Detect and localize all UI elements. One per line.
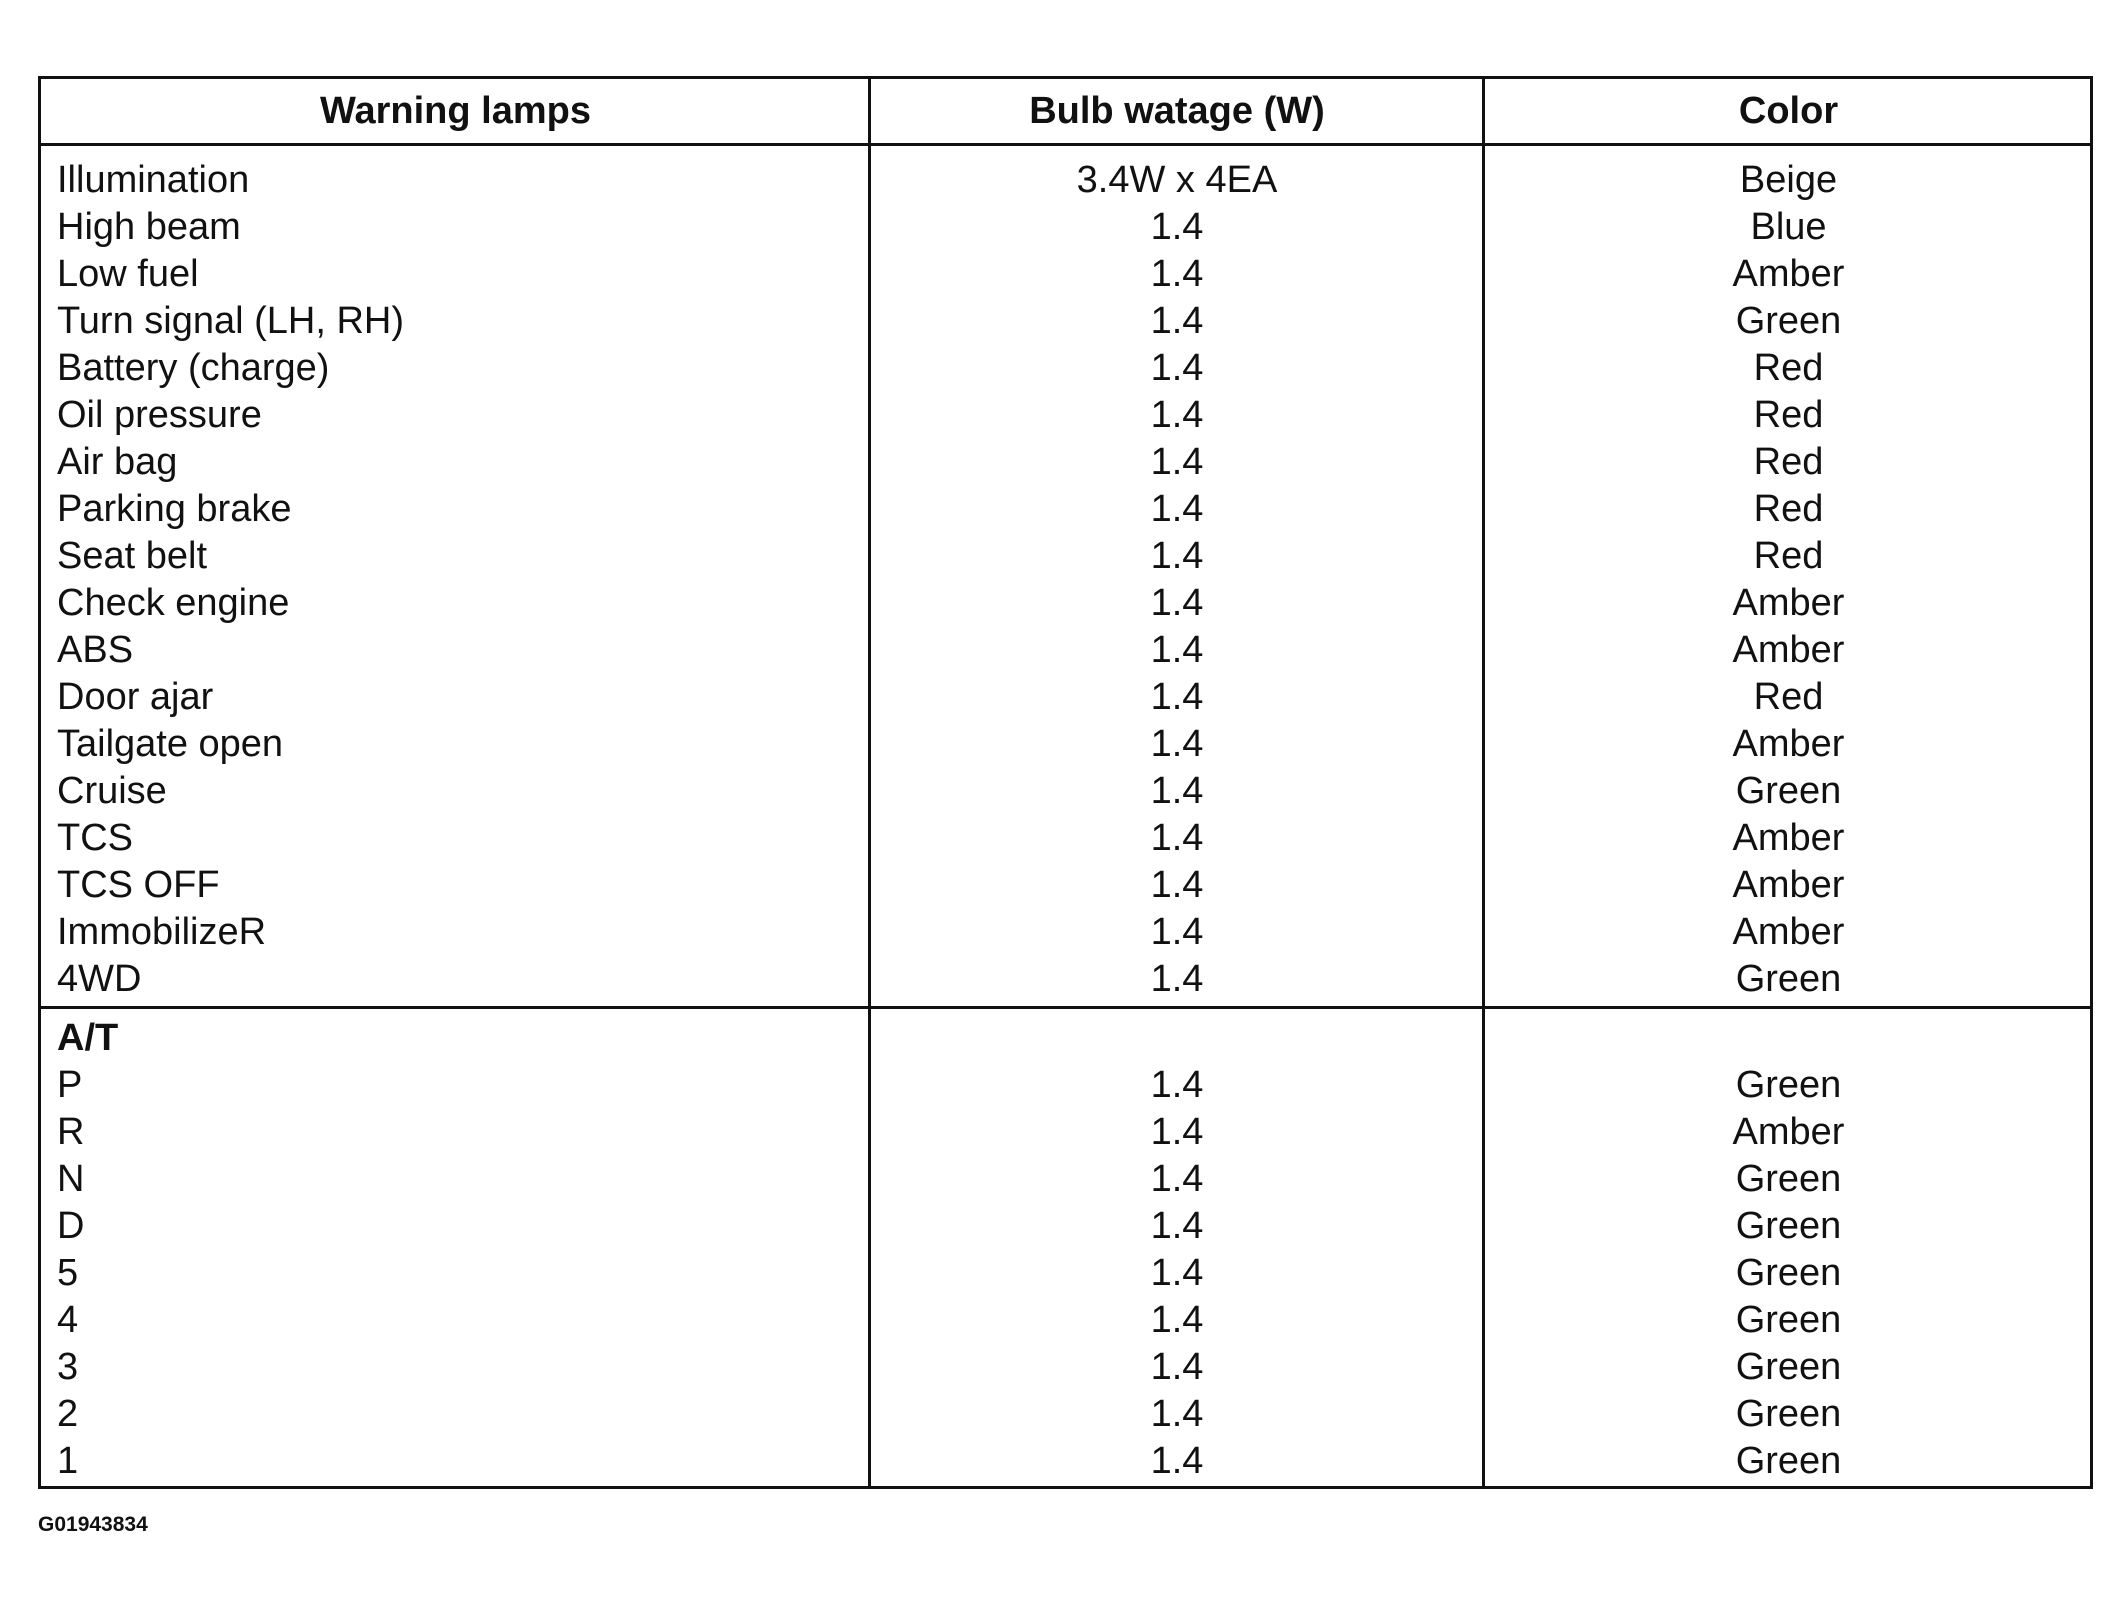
row-wattage: 3.4W x 4EA [1076,159,1278,201]
row-lamp-name: R [57,1111,85,1153]
row-wattage: 1.4 [1150,1299,1204,1341]
row-color: Green [1735,1064,1842,1106]
row-wattage: 1.4 [1150,441,1204,483]
row-lamp-name: ABS [57,629,134,671]
header-warning-lamps: Warning lamps [320,90,591,132]
row-lamp-name: TCS [57,817,133,859]
header-bulb-wattage: Bulb watage (W) [1029,90,1325,132]
row-wattage: 1.4 [1150,1252,1204,1294]
row-color: Blue [1750,206,1827,248]
row-color: Amber [1732,253,1845,295]
row-wattage: 1.4 [1150,1393,1204,1435]
row-color: Green [1735,770,1842,812]
row-lamp-name: Check engine [57,582,290,624]
row-color: Amber [1732,629,1845,671]
row-color: Red [1753,394,1824,436]
row-color: Red [1753,488,1824,530]
row-color: Green [1735,1346,1842,1388]
row-lamp-name: P [57,1064,83,1106]
row-wattage: 1.4 [1150,723,1204,765]
row-color: Green [1735,1440,1842,1482]
row-color: Green [1735,958,1842,1000]
row-wattage: 1.4 [1150,582,1204,624]
row-wattage: 1.4 [1150,911,1204,953]
row-lamp-name: Parking brake [57,488,292,530]
row-color: Red [1753,535,1824,577]
row-color: Amber [1732,864,1845,906]
row-lamp-name: Turn signal (LH, RH) [57,300,405,342]
row-wattage: 1.4 [1150,1111,1204,1153]
row-lamp-name: Air bag [57,441,178,483]
row-color: Red [1753,676,1824,718]
row-wattage: 1.4 [1150,676,1204,718]
row-wattage: 1.4 [1150,488,1204,530]
row-wattage: 1.4 [1150,394,1204,436]
row-wattage: 1.4 [1150,770,1204,812]
row-wattage: 1.4 [1150,1346,1204,1388]
row-color: Green [1735,300,1842,342]
row-lamp-name: ImmobilizeR [57,911,267,953]
row-lamp-name: High beam [57,206,241,248]
row-lamp-name: Battery (charge) [57,347,330,389]
row-wattage: 1.4 [1150,347,1204,389]
row-lamp-name: 4 [57,1299,79,1341]
row-color: Amber [1732,911,1845,953]
row-lamp-name: 1 [57,1440,79,1482]
row-color: Green [1735,1158,1842,1200]
row-lamp-name: 4WD [57,958,142,1000]
row-lamp-name: Tailgate open [57,723,284,765]
section-divider [41,1006,2093,1009]
row-lamp-name: Low fuel [57,253,199,295]
row-color: Red [1753,347,1824,389]
row-wattage: 1.4 [1150,629,1204,671]
row-lamp-name: D [57,1205,85,1247]
row-wattage: 1.4 [1150,206,1204,248]
row-wattage: 1.4 [1150,535,1204,577]
row-color: Amber [1732,1111,1845,1153]
warning-lamps-table [38,76,2093,1489]
row-lamp-name: Illumination [57,159,250,201]
row-color: Green [1735,1205,1842,1247]
row-lamp-name: Oil pressure [57,394,262,436]
row-lamp-name: N [57,1158,85,1200]
row-color: Green [1735,1393,1842,1435]
row-color: Beige [1739,159,1838,201]
header-color: Color [1738,90,1839,132]
row-lamp-name: 3 [57,1346,79,1388]
row-color: Amber [1732,817,1845,859]
row-wattage: 1.4 [1150,958,1204,1000]
row-lamp-name: 2 [57,1393,79,1435]
row-lamp-name: 5 [57,1252,79,1294]
row-color: Red [1753,441,1824,483]
row-lamp-name: Cruise [57,770,167,812]
row-wattage: 1.4 [1150,253,1204,295]
figure-id: G01943834 [38,1513,148,1536]
row-wattage: 1.4 [1150,1440,1204,1482]
row-wattage: 1.4 [1150,1205,1204,1247]
row-color: Green [1735,1252,1842,1294]
row-lamp-name: Seat belt [57,535,207,577]
row-lamp-name: Door ajar [57,676,214,718]
header-divider [41,143,2093,146]
row-color: Green [1735,1299,1842,1341]
row-color: Amber [1732,723,1845,765]
row-wattage: 1.4 [1150,1158,1204,1200]
row-color: Amber [1732,582,1845,624]
row-wattage: 1.4 [1150,817,1204,859]
row-wattage: 1.4 [1150,1064,1204,1106]
row-wattage: 1.4 [1150,300,1204,342]
section-title-at: A/T [57,1017,119,1059]
row-lamp-name: TCS OFF [57,864,220,906]
row-wattage: 1.4 [1150,864,1204,906]
